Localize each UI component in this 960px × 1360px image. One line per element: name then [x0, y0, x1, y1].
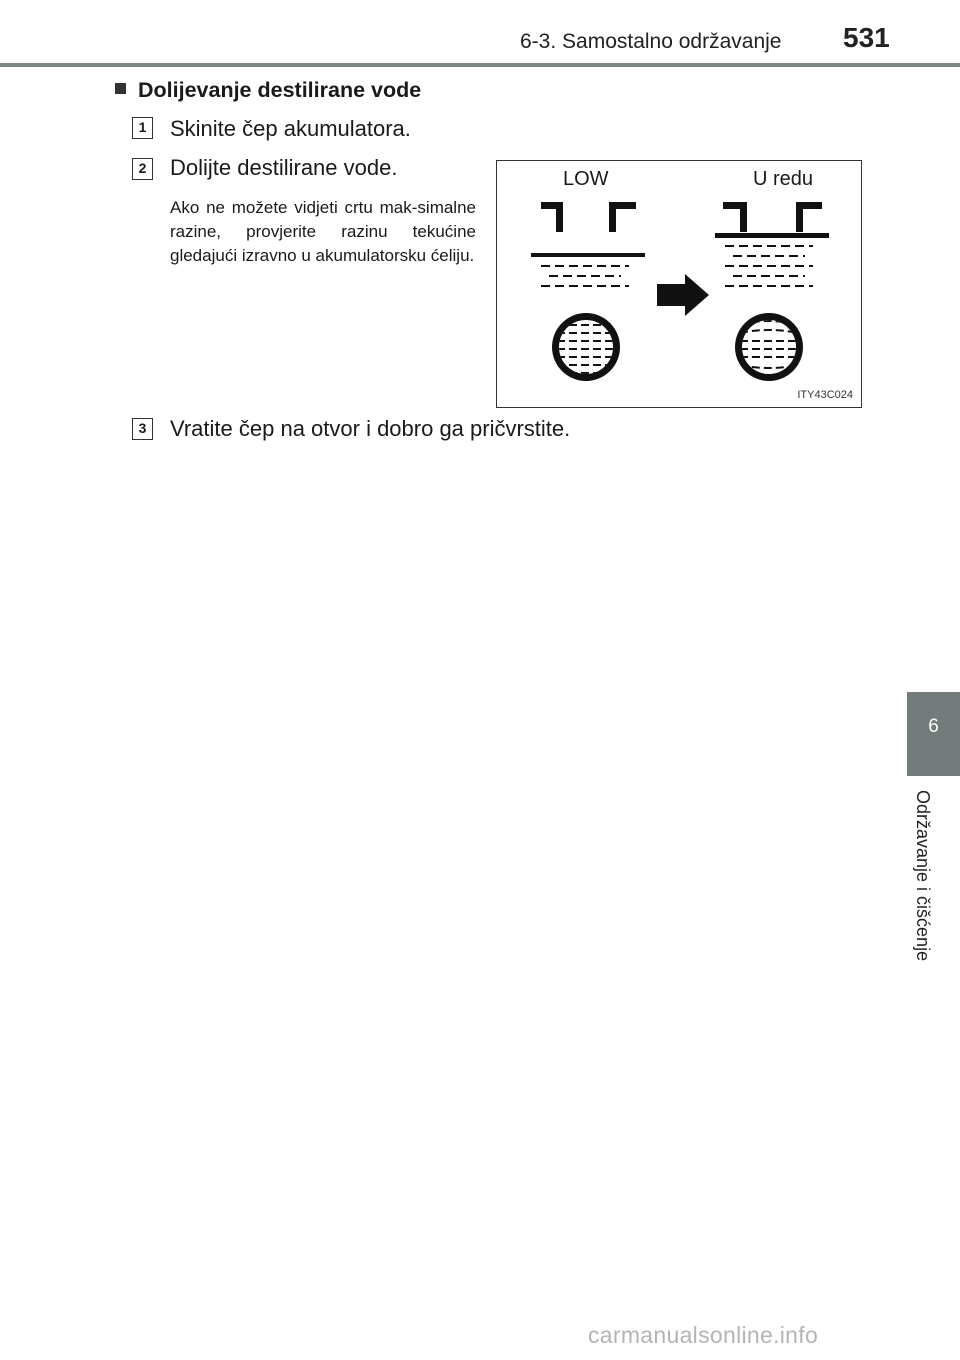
figure-label-ok: U redu: [753, 168, 814, 190]
step-number-2: 2: [132, 158, 153, 180]
step-text-2: Dolijte destilirane vode.: [170, 155, 398, 180]
step-text-1: Skinite čep akumulatora.: [170, 116, 411, 141]
section-heading: [115, 78, 421, 103]
square-bullet-icon: [115, 83, 126, 94]
low-water-level-icon: [531, 255, 645, 286]
chapter-title: Održavanje i čišćenje: [913, 790, 933, 962]
step-number-1: 1: [132, 117, 153, 139]
ok-filler-neck-icon: [715, 202, 829, 238]
step-2-note: Ako ne možete vidjeti crtu mak-simalne razine, provjerite razinu tekućine gledajući izravno u akumulatorsku ćeliju.: [170, 198, 476, 265]
header-divider: [0, 63, 960, 67]
chapter-tab[interactable]: 6: [907, 692, 960, 776]
right-arrow-icon: [657, 274, 709, 316]
step-number-3: 3: [132, 418, 153, 440]
page-number: 531: [843, 22, 890, 53]
figure-code: ITY43C024: [797, 389, 853, 401]
ok-water-level-icon: [725, 246, 813, 286]
header-section-title: 6-3. Samostalno održavanje: [520, 30, 782, 53]
battery-cell-diagram: [497, 161, 863, 409]
watermark: carmanualsonline.info: [588, 1322, 819, 1348]
ok-magnified-view-icon: [735, 313, 803, 381]
step-text-3: Vratite čep na otvor i dobro ga pričvrstite.: [170, 416, 571, 441]
low-filler-neck-icon: [541, 202, 636, 232]
figure-label-low: LOW: [563, 168, 609, 190]
battery-level-figure: [496, 160, 862, 408]
section-heading-text: Dolijevanje destilirane vode: [138, 78, 422, 102]
low-magnified-view-icon: [552, 313, 620, 381]
